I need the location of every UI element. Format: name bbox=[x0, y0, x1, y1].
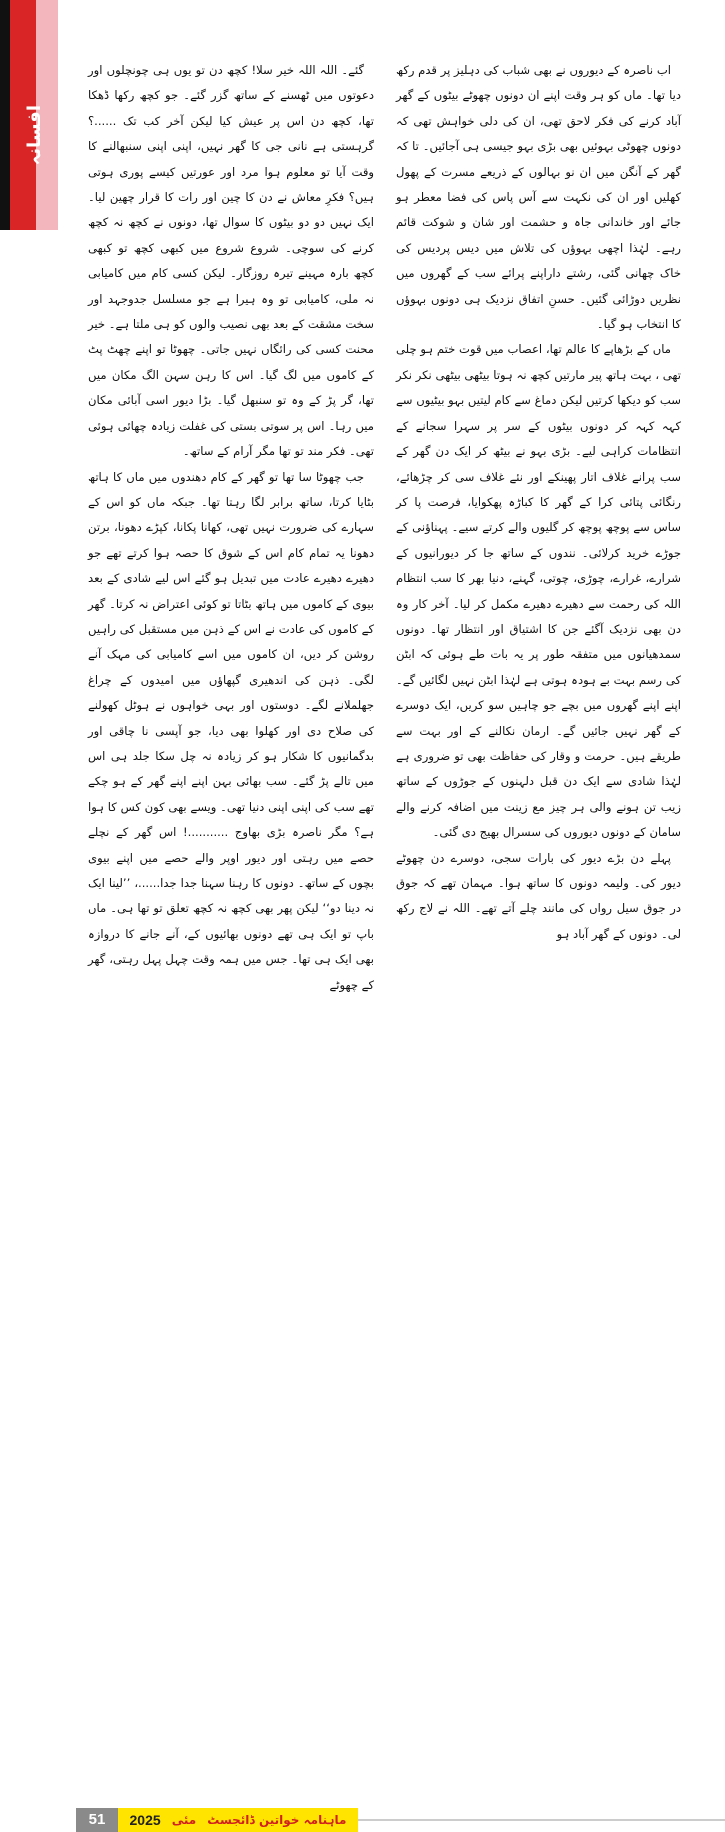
sidebar-black-stripe bbox=[0, 0, 10, 230]
section-label-text: افسانہ bbox=[23, 104, 45, 166]
sidebar-lower-panel bbox=[0, 230, 63, 975]
paragraph: اب ناصرہ کے دیوروں نے بھی شباب کی دہلیز پر قدم رکھ دیا تھا۔ ماں کو ہر وقت اپنے ان دونوں چھوٹے بیٹوں کے گھر آباد کرنے کی فکر لاحق تھی، ان کی دلی خواہش تھی کہ دونوں چھوٹی بہوئیں بھی بڑی بہو جیسی ہی آجائیں۔ تا کہ گھر کے آنگن میں ان نو بہالوں کے ذریعے مسرت کے پھول کھلیں اور ان کی نکہت سے آس پاس کی فضا معطر ہو جائے اور خاندانی جاہ و حشمت اور شان و شوکت قائم رہے۔ لہٰذا اچھی بہوؤں کی تلاش میں دیس پردیس کی خاک چھانی گئی، رشتے داراپنے پرائے سب کے گھروں میں نظریں دوڑائی گئیں۔ حسنِ اتفاق نزدیک ہی دونوں بہوؤں کا انتخاب ہو گیا۔ bbox=[396, 63, 681, 332]
paragraph: جب چھوٹا سا تھا تو گھر کے کام دھندوں میں ماں کا ہاتھ بٹایا کرتا، ساتھ برابر لگا رہتا تھا۔ جبکہ ماں کو اس کے سہارے کی ضرورت نہیں تھی، کھانا پکانا، کپڑے دھونا، برتن دھونا یہ تمام کام اس کے شوق کا حصہ ہوا کرتے تھے جو دھیرے دھیرے عادت میں تبدیل ہو گئے اس لیے شادی کے بعد بیوی کے کاموں میں ہاتھ بٹاتا تو کوئی اعتراض نہ کرتا۔ گھر کے کاموں کی عادت نے اس کے ذہن میں مستقبل کی راہیں روشن کر دیں، ان کاموں میں اسے کامیابی کی مہک آنے لگی۔ ذہن کی اندھیری گپھاؤں میں امیدوں کے چراغ جھلملانے لگے۔ دوستوں اور بہی خواہوں نے ہوٹل کھولنے کی صلاح دی اور کھلوا بھی دیا، جو آپسی نا چاقی اور بدگمانیوں کا شکار ہو کر زیادہ نہ چل سکا جلد ہی اس میں تالے پڑ گئے۔ سب بھائی بہن اپنے اپنے گھر کے ہو چکے تھے سب کی اپنی اپنی دنیا تھی۔ ویسے بھی کون کس کا ہوا ہے؟ مگر ناصرہ بڑی بھاوج ...........! اس گھر کے نچلے حصے میں رہتی اور دیور اوپر والے حصے میں اپنے بیوی بچوں کے ساتھ۔ دونوں کا رہنا سہنا جدا جدا......، ’’لینا ایک نہ دینا دو‘‘ لیکن پھر بھی کچھ نہ کچھ تعلق تو تھا ہی۔ ماں باپ تو ایک ہی تھے دونوں بھائیوں کے، آنے جانے کا دروازہ بھی ایک ہی تھا۔ جس میں ہمہ وقت چہل پہل رہتی، گھر کے چھوٹے bbox=[88, 469, 374, 992]
article-column-right bbox=[396, 58, 681, 941]
page-number: 51 bbox=[76, 1808, 118, 1832]
section-label bbox=[10, 80, 58, 190]
footer-month: مئی bbox=[171, 1813, 197, 1827]
sidebar-banner bbox=[0, 0, 63, 975]
article-column-left bbox=[88, 58, 374, 992]
page-footer bbox=[0, 903, 725, 1828]
footer-strip bbox=[118, 1808, 358, 1832]
paragraph: ماں کے بڑھاپے کا عالم تھا، اعصاب میں قوت ختم ہو چلی تھی ، بہت ہاتھ پیر مارتیں کچھ نہ ہوتا بیٹھی بیٹھی نکر نکر سب کو دیکھا کرتیں لیکن دماغ سے کام لیتیں بہو بیٹیوں سے کہہ کہہ کر دونوں بیٹوں کے سر پر سہرا سجانے کے انتظامات کراہی لیے۔ بڑی بہو نے بیٹھ کر ایک دن گھر کے سب پرانے غلاف اتار پھینکے اور نئے غلاف سی کر چڑھائے، رنگائی پتائی کرا کے گھر کا کباڑہ پھکوایا، فرصت پا کر ساس سے پوچھ پوچھ کر گلیوں والے کرتے سیے۔ پہناؤنی کے جوڑے خرید کرلائی۔ نندوں کے ساتھ جا کر دیورانیوں کے شرارے، غرارے، چوڑی، چوتی، گہنے، دنیا بھر کا سب انتظام اللہ کی رحمت سے دھیرے دھیرے مکمل کر لیا۔ آخر کار وہ دن بھی نزدیک آگئے جن کا اشتیاق اور انتظار تھا۔ دونوں سمدھیانوں میں متفقہ طور پر یہ بات طے ہوئی کہ ابٹن کی رسم بہت بے ہودہ ہوتی ہے لہٰذا ابٹن نہیں لگائیں گے۔ اپنے اپنے گھروں میں بچے جو چاہیں سو کریں، ایک دوسرے کے گھر نہیں جائیں گے۔ ارمان نکالنے کے اور بہت سے طریقے ہیں۔ حرمت و وقار کی حفاظت بھی تو ضروری ہے لہٰذا شادی سے ایک دن قبل دلہنوں کے جوڑوں کے ساتھ زیب تن ہونے والی ہر چیز مع زینت میں اضافہ کرنے والے سامان کے دونوں دیوروں کی سسرال بھیج دی گئی۔ bbox=[396, 342, 681, 840]
footer-year: 2025 bbox=[129, 1812, 161, 1828]
paragraph: پہلے دن بڑے دیور کی بارات سجی، دوسرے دن چھوٹے دیور کی۔ ولیمہ دونوں کا ساتھ ہوا۔ مہمان تھے کہ جوق در جوق سیل رواں کی مانند چلے آتے تھے۔ اللہ نے لاج رکھ لی۔ دونوں کے گھر آباد ہو bbox=[396, 850, 681, 941]
footer-divider bbox=[358, 1819, 725, 1821]
paragraph: گئے۔ اللہ اللہ خیر سلا! کچھ دن تو یوں ہی چونچلوں اور دعوتوں میں ٹھسنے کے ساتھ گزر گئے۔ جو کچھ رکھا ڈھکا تھا، کچھ دن اس پر عیش کیا لیکن آخر کب تک ......؟ گرہستی ہے نانی جی کا گھر نہیں، اپنی اپنی سنبھالنے کا وقت آیا تو معلوم ہوا مرد اور عورتیں کیسے پوری ہوتی ہیں؟ فکرِ معاش نے دن کا چین اور رات کا قرار چھین لیا۔ ایک نہیں دو دو بیٹوں کا سوال تھا، دونوں نے کچھ نہ کچھ کرنے کی سوچی۔ شروع شروع میں کبھی کچھ تو کبھی کچھ بارہ مہینے تیرہ روزگار۔ لیکن کسی کام میں کامیابی نہ ملی، کامیابی تو وہ ہیرا ہے جو مسلسل جدوجہد اور سخت مشقت کے بعد بھی نصیب والوں کو ہی ملتا ہے۔ خیر محنت کسی کی رائگاں نہیں جاتی۔ چھوٹا تو اپنے چھٹ پٹ کے کاموں میں لگ گیا۔ اس کا رہن سہن الگ مکان میں تھا، گر پڑ کے وہ تو سنبھل گیا۔ بڑا دیور اسی آبائی مکان میں رہا۔ اس پر سوتی بستی کی غفلت زیادہ چھائی ہوئی تھی۔ فکر مند تو تھا مگر آرام کے ساتھ۔ bbox=[88, 63, 374, 459]
footer-magazine-name: ماہنامہ خواتین ڈائجسٹ bbox=[207, 1813, 347, 1827]
